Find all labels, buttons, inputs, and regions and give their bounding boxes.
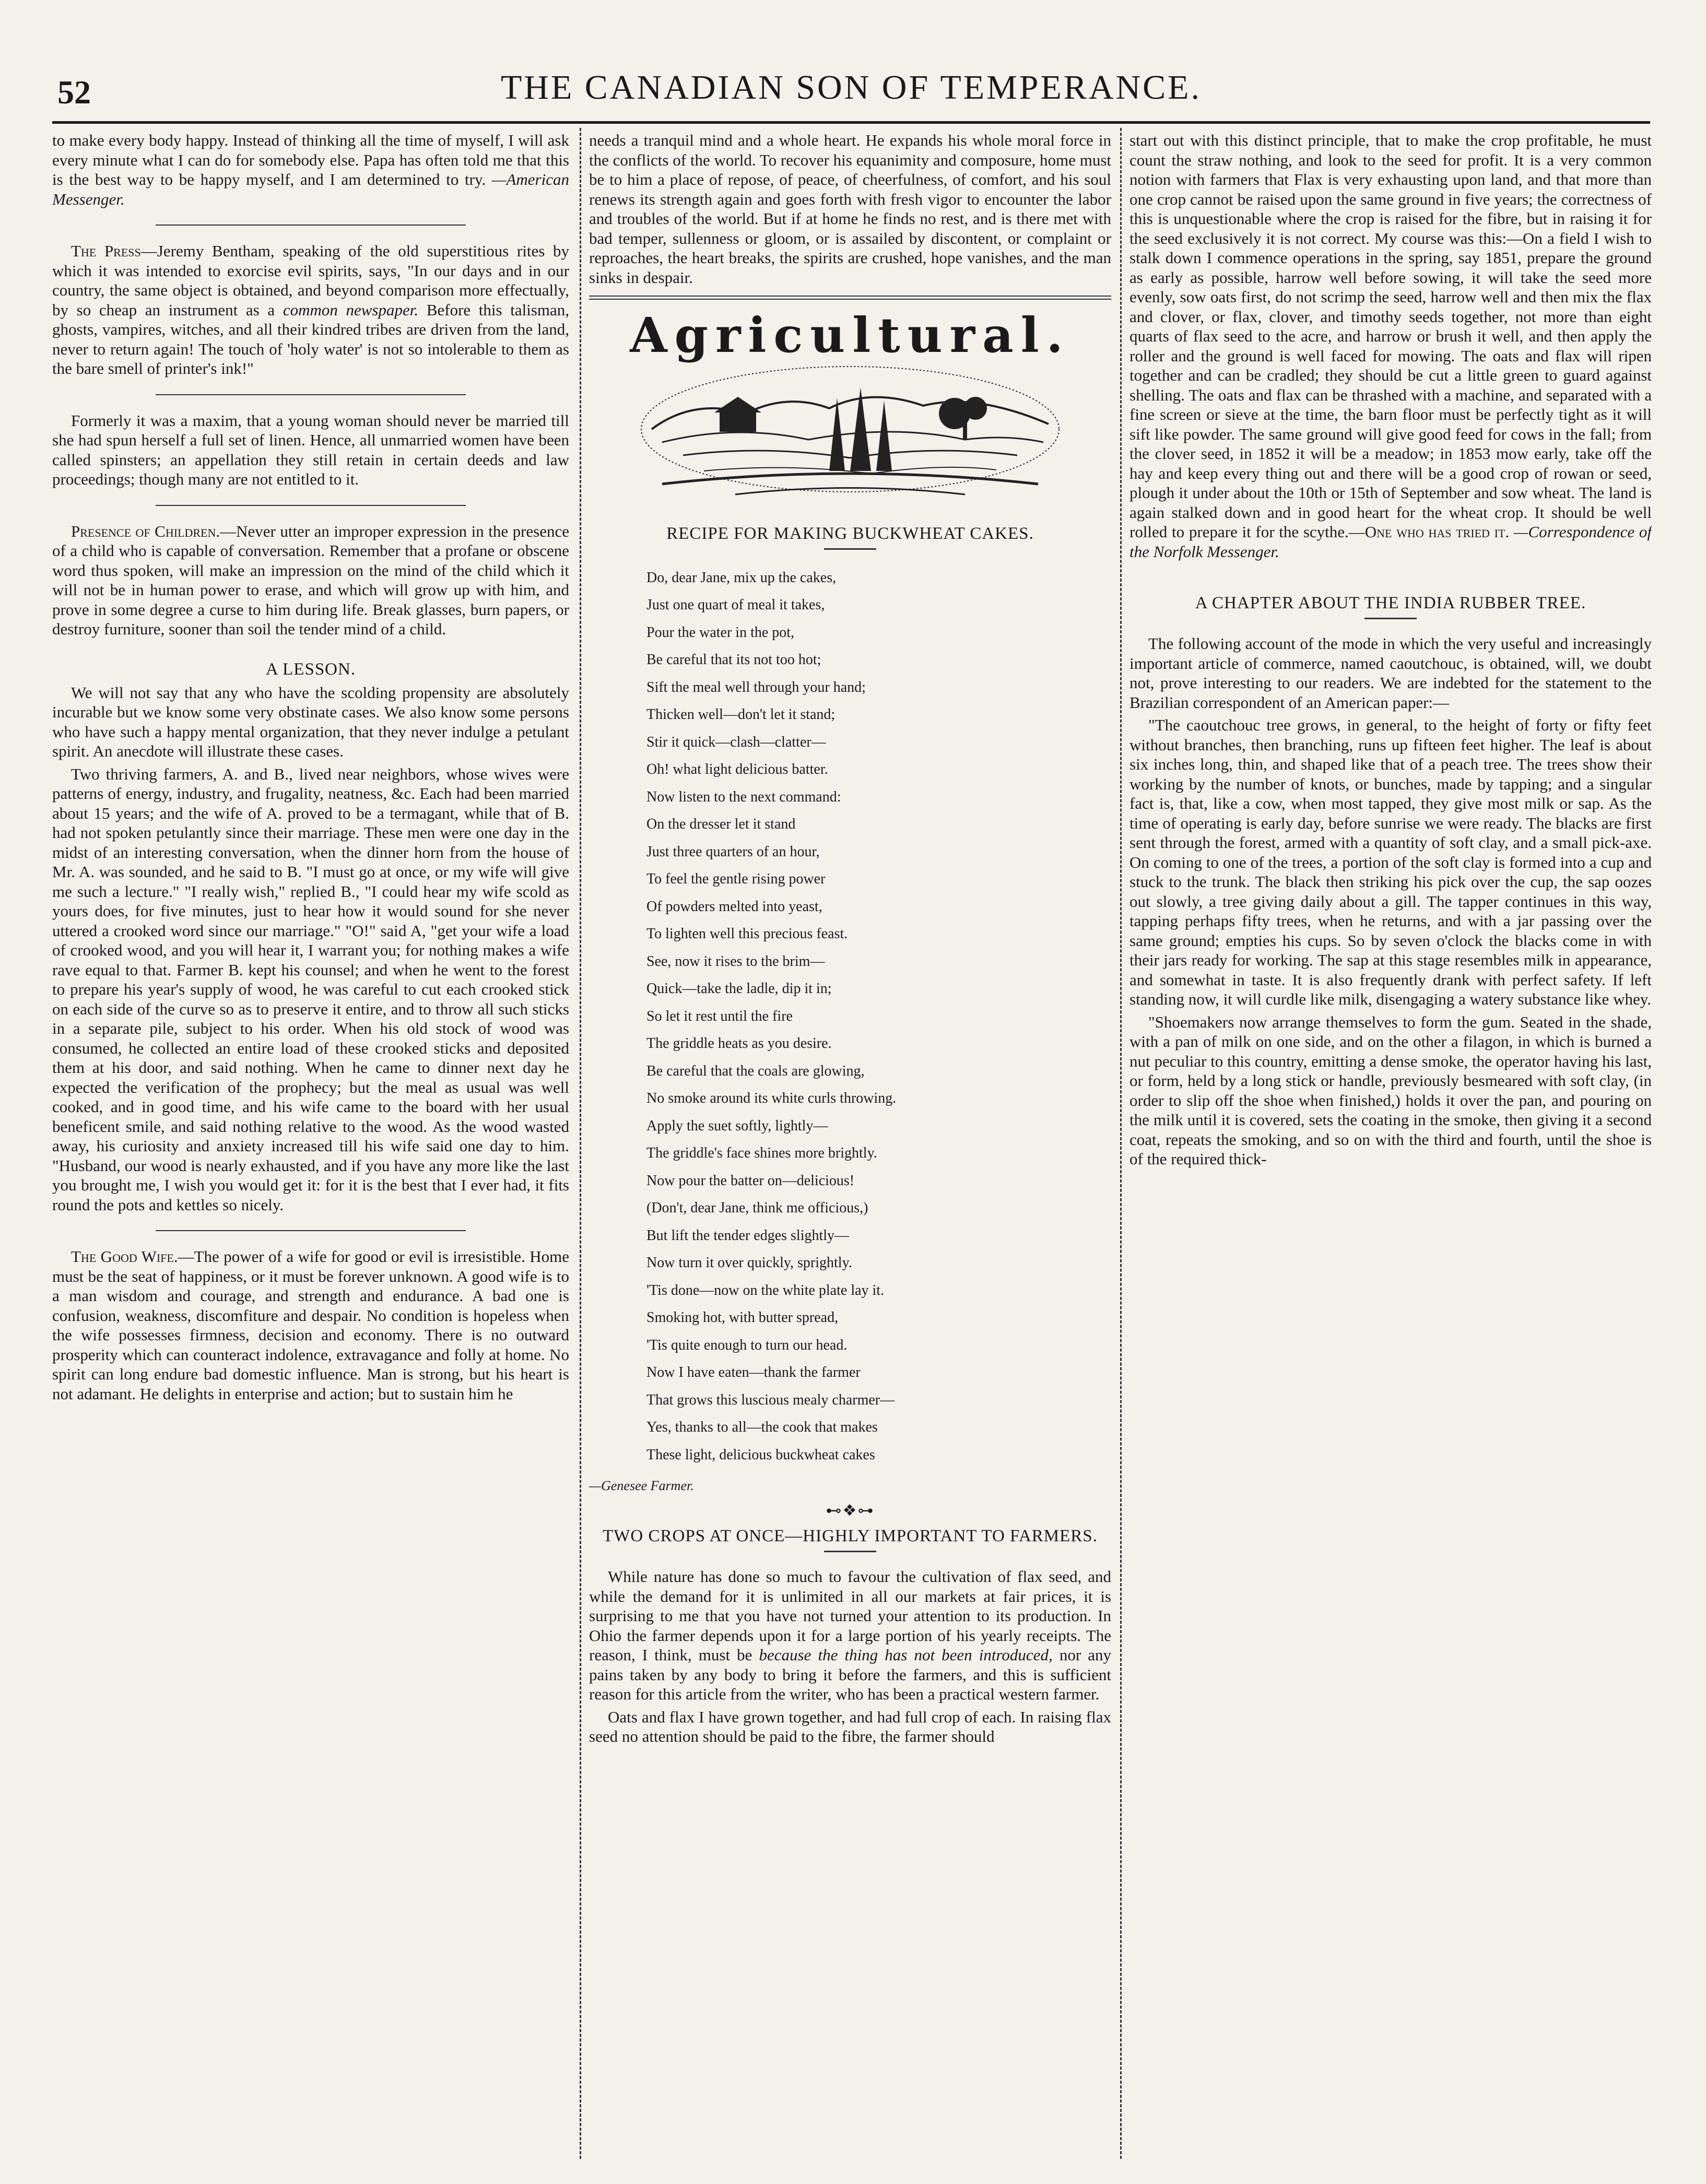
poem-line: Apply the suet softly, lightly— <box>646 1117 828 1134</box>
poem-line: Quick—take the ladle, dip it in; <box>646 981 832 997</box>
article-paragraph: Presence of Children.—Never utter an improper expression in the presence of a child who is capable of conversation. Remember that a profane or obscene word thus spoken, will make an impression on the mind of the child which it will not be in human power to erase, and which will grow up with him, and prove in some degree a curse to him during life. Break glasses, burn papers, or destroy furniture, sooner than soil the tender mind of a child. <box>52 522 569 638</box>
page-number: 52 <box>57 74 91 111</box>
separator-rule <box>824 548 876 550</box>
separator-rule <box>824 1551 876 1552</box>
poem-line: Be careful that its not too hot; <box>646 652 821 668</box>
poem-line: Just one quart of meal it takes, <box>646 597 825 613</box>
header-rule <box>52 121 1650 124</box>
run-in-head: The Good Wife. <box>71 1247 178 1266</box>
article-heading: TWO CROPS AT ONCE—HIGHLY IMPORTANT TO FARMERS. <box>603 1527 1098 1545</box>
run-in-head: Presence of Children. <box>71 522 220 540</box>
poem-line: That grows this luscious mealy charmer— <box>646 1391 895 1408</box>
poem-line: Smoking hot, with butter spread, <box>646 1309 839 1326</box>
article-paragraph: "Shoemakers now arrange themselves to form the gum. Seated in the shade, with a pan of milk on one side, and on the other a filagon, in which is burned a nut peculiar to this country, emitting a dense smoke, the operator having his last, or form, held by a long stick or handle, previously besmeared with soft clay, (in order to slip off the shoe when finished,) holds it over the pan, and pouring on the milk until it is covered, sets the coating in the smoke, then giving it a second coat, repeats the smoking, and so on with the third and fourth, until the shoe is of the required thick- <box>1130 1012 1652 1168</box>
poem-line: So let it rest until the fire <box>646 1008 793 1024</box>
separator-rule <box>156 1230 466 1231</box>
column-right <box>1130 131 1652 2156</box>
masthead-title: THE CANADIAN SON OF TEMPERANCE. <box>500 68 1202 107</box>
article-paragraph: The Good Wife.—The power of a wife for good or evil is irresistible. Home must be the seat of happiness, or it must be forever unknown. A good wife is to a man wisdom and courage, and strength and endurance. A bad one is confusion, weakness, discomfiture and despair. No condition is hopeless when the wife possesses firmness, decision and economy. There is no outward prosperity which can counteract indolence, extravagance and folly at home. No spirit can long endure bad domestic influence. Man is strong, but his heart is not adamant. He delights in enterprise and action; but to sustain him he <box>52 1247 569 1403</box>
poem-line: (Don't, dear Jane, think me officious,) <box>646 1200 868 1216</box>
column-left <box>52 131 569 2156</box>
ornament-divider: ⊷❖⊶ <box>826 1502 875 1519</box>
article-paragraph: "The caoutchouc tree grows, in general, to the height of forty or fifty feet without branches, then branching, runs up fifteen feet higher. The leaf is about six inches long, thin, and shaped like that of a peach tree. The trees show their working by the number of knots, or bunches, made by tapping; and a singular fact is, that, like a cow, when most tapped, they give most milk or sap. As the time of operating is early day, before sunrise we were ready. The blacks are first sent through the forest, armed with a quantity of soft clay, and a small pick-axe. On coming to one of the trees, a portion of the soft clay is formed into a cup and stuck to the trunk. The black then striking his pick over the cup, the sap oozes out slowly, a tree giving daily about a gill. The tapper continues in this way, tapping perhaps fifty trees, when he returns, and with a jar passing over the same ground; empties his cups. So by seven o'clock the blacks come in with their jars ready for working. The sap at this stage resembles milk in appearance, and somewhat in taste. It is also frequently drank with perfect safety. If left standing now, it will curdle like milk, disengaging a watery substance like whey. <box>1130 716 1652 1008</box>
article-paragraph: The Press—Jeremy Bentham, speaking of the old superstitious rites by which it was intended to exorcise evil spirits, says, "In our days and in our country, the same object is obtained, and beyond comparison more effectually, by so cheap an instrument as a common newspaper. Before this talisman, ghosts, vampires, witches, and all their kindred tribes are driven from the land, never to return again! The touch of 'holy water' is not so intolerable to them as the bare smell of printer's ink!" <box>52 242 569 377</box>
poem-line: To lighten well this precious feast. <box>646 926 848 942</box>
source-citation: —American Messenger. <box>52 170 569 208</box>
poem-line: Thicken well—don't let it stand; <box>646 706 836 723</box>
poem-line: Yes, thanks to all—the cook that makes <box>646 1419 878 1435</box>
column-divider <box>1120 128 1122 2159</box>
article-paragraph: Two thriving farmers, A. and B., lived near neighbors, whose wives were patterns of energy, industry, and frugality, neatness, &c. Each had been married about 15 years; and the wife of A. proved to be a termagant, while that of B. had not spoken petulantly since their marriage. These men were one day in the midst of an interesting conversation, when the dinner horn from the house of Mr. A. was sounded, and he said to B. "I must go at once, or my wife will give me such a lecture." "I really wish," replied B., "I could hear my wife scold as yours does, for five minutes, just to hear how it would sound for she never uttered a crooked word since our marriage." "O!" said A, "get your wife a load of crooked wood, and you will hear it, I warrant you; for nothing makes a wife rave equal to that. Farmer B. kept his counsel; and when he went to the forest to prepare his year's supply of wood, he was careful to cut each crooked stick on each side of the curve so as to preserve it entire, and to throw all such sticks in a separate pile, subject to his order. When his old stock of wood was consumed, he collected an entire load of these crooked sticks and deposited them at his door, and said nothing. When he came to dinner next day he expected the verification of the prophecy; but the meal as usual was well cooked, and in good time, and his wife came to the board with her usual beneficent smile, and said nothing relative to the wood. As the wood wasted away, his curiosity and anxiety increased till his wife said one day to him. "Husband, our wood is nearly exhausted, and if you have any more like the last you brought me, I wish you would get it: for it is the best that I ever had, it fits round the pots and kettles so nicely. <box>52 764 569 1214</box>
poem-line: 'Tis quite enough to turn our head. <box>646 1337 848 1353</box>
poem-line: Stir it quick—clash—clatter— <box>646 734 826 750</box>
source-citation: —Genesee Farmer. <box>589 1478 694 1493</box>
separator-rule <box>1364 618 1417 619</box>
poem-line: On the dresser let it stand <box>646 816 796 832</box>
separator-rule <box>156 225 466 226</box>
poem-line: Do, dear Jane, mix up the cakes, <box>646 569 837 586</box>
article-heading: RECIPE FOR MAKING BUCKWHEAT CAKES. <box>666 524 1034 543</box>
source-citation: —Correspondence of the Norfolk Messenger. <box>1130 523 1652 561</box>
article-heading: A LESSON. <box>265 659 356 679</box>
article-paragraph: to make every body happy. Instead of thinking all the time of myself, I will ask every minute what I can do for somebody else. Papa has often told me that this is the best way to be happy myself, and I am determined to try. —American Messenger. <box>52 131 569 208</box>
article-paragraph: needs a tranquil mind and a whole heart. He expands his whole moral force in the conflicts of the world. To recover his equanimity and composure, home must be to him a place of repose, of peace, of cheerfulness, of comfort, and his soul renews its strength again and goes forth with fresh vigor to encounter the labor and troubles of the world. But if at home he finds no rest, and is there met with bad temper, sullenness or gloom, or is assailed by discontent, or complaint or reproaches, the heart breaks, the spirits are crushed, hope vanishes, and the man sinks in despair. <box>589 131 1111 287</box>
poem-line: 'Tis done—now on the white plate lay it. <box>646 1282 885 1298</box>
run-in-head: The Press <box>71 242 141 260</box>
poem-line: Pour the water in the pot, <box>646 624 795 641</box>
article-paragraph: We will not say that any who have the scolding propensity are absolutely incurable but we know some very obstinate cases. We also know some persons who have such a happy mental organization, that they never indulge a petulant spirit. An anecdote will illustrate these cases. <box>52 683 569 760</box>
article-paragraph: Oats and flax I have grown together, and had full crop of each. In raising flax seed no attention should be paid to the fibre, the farmer should <box>589 1707 1111 1745</box>
page-header <box>52 68 1650 125</box>
poem-line: Oh! what light delicious batter. <box>646 761 828 777</box>
poem-line: Now pour the batter on—delicious! <box>646 1172 855 1189</box>
article-heading: A CHAPTER ABOUT THE INDIA RUBBER TREE. <box>1195 594 1586 612</box>
article-paragraph: While nature has done so much to favour the cultivation of flax seed, and while the demand for it is unlimited in all our markets at fair prices, it is surprising to me that you have not turned your attention to its production. In Ohio the farmer depends upon it for a large portion of his yearly receipts. The reason, I think, must be because the thing has not been introduced, nor any pains taken by any body to bring it before the farmers, and this is sufficient reason for this article from the writer, who has been a practical western farmer. <box>589 1567 1111 1703</box>
farm-vignette-illustration <box>631 351 1069 507</box>
separator-rule <box>156 505 466 506</box>
poem-line: Now turn it over quickly, sprightly. <box>646 1255 852 1271</box>
poem-line: Just three quarters of an hour, <box>646 843 820 860</box>
separator-rule <box>156 394 466 395</box>
poem-line: See, now it rises to the brim— <box>646 953 825 970</box>
poem-line: The griddle's face shines more brightly. <box>646 1145 877 1161</box>
poem-line: No smoke around its white curls throwing. <box>646 1090 897 1106</box>
column-middle <box>589 131 1111 2156</box>
poem-line: Sift the meal well through your hand; <box>646 679 866 695</box>
article-paragraph: start out with this distinct principle, that to make the crop profitable, he must count the straw nothing, and look to the seed for profit. It is a very common notion with farmers that Flax is very exhausting upon land, and that more than one crop cannot be raised upon the same ground in five years; the correctness of this is unquestionable where the crop is raised for the fibre, but in raising it for the seed exclusively it is not correct. My course was this:—On a field I wish to stalk down I commence operations in the spring, say 1851, prepare the ground as early as possible, harrow well before sowing, it will take the seed more evenly, sow oats first, do not scrimp the seed, harrow well and then mix the flax and clover, or flax, clover, and timothy seeds together, not more than eight quarts of flax seed to the acre, and harrow or brush it well, and then apply the roller and the ground is well faced for mowing. The oats and flax will ripen together and can be cradled; they should be cut a little green to guard against shelling. The oats and flax can be thrashed with a machine, and separated with a fine screen or sieve at the time, the barn floor must be perfectly tight as it will sift like powder. The same ground will give good feed for cows in the fall; from the clover seed, in 1852 it will be a meadow; in 1853 mow early, take off the hay and keep every thing out and there will be a good crop of rowan or seed, plough it under about the 10th or 15th of September and sow wheat. The land is again stalked down and in good heart for the wheat crop. It should be well rolled to prepare it for the scythe.—One who has tried it. —Correspondence of the Norfolk Messenger. <box>1130 131 1652 561</box>
poem-line: Be careful that the coals are glowing, <box>646 1063 865 1079</box>
poem-line: Now I have eaten—thank the farmer <box>646 1364 861 1380</box>
poem-line: These light, delicious buckwheat cakes <box>646 1446 875 1463</box>
poem-line: To feel the gentle rising power <box>646 871 826 887</box>
poem-line: The griddle heats as you desire. <box>646 1035 832 1052</box>
column-divider <box>580 128 581 2159</box>
article-paragraph: The following account of the mode in which the very useful and increasingly important article of commerce, named caoutchouc, is obtained, will, we doubt not, prove interesting to our readers. We are indebted for the statement to the Brazilian correspondent of an American paper:— <box>1130 634 1652 712</box>
article-paragraph: Formerly it was a maxim, that a young woman should never be married till she had spun herself a full set of linen. Hence, all unmarried women have been called spinsters; an appellation they still retain in certain deeds and law proceedings; though many are not entitled to it. <box>52 411 569 488</box>
section-rule <box>589 296 1111 300</box>
signature: One who has tried it. <box>1364 523 1510 541</box>
poem <box>589 564 1111 1469</box>
poem-line: Now listen to the next command: <box>646 788 841 805</box>
poem-line: Of powders melted into yeast, <box>646 898 822 915</box>
section-title: Agricultural. <box>630 307 1070 363</box>
poem-line: But lift the tender edges slightly— <box>646 1227 850 1244</box>
